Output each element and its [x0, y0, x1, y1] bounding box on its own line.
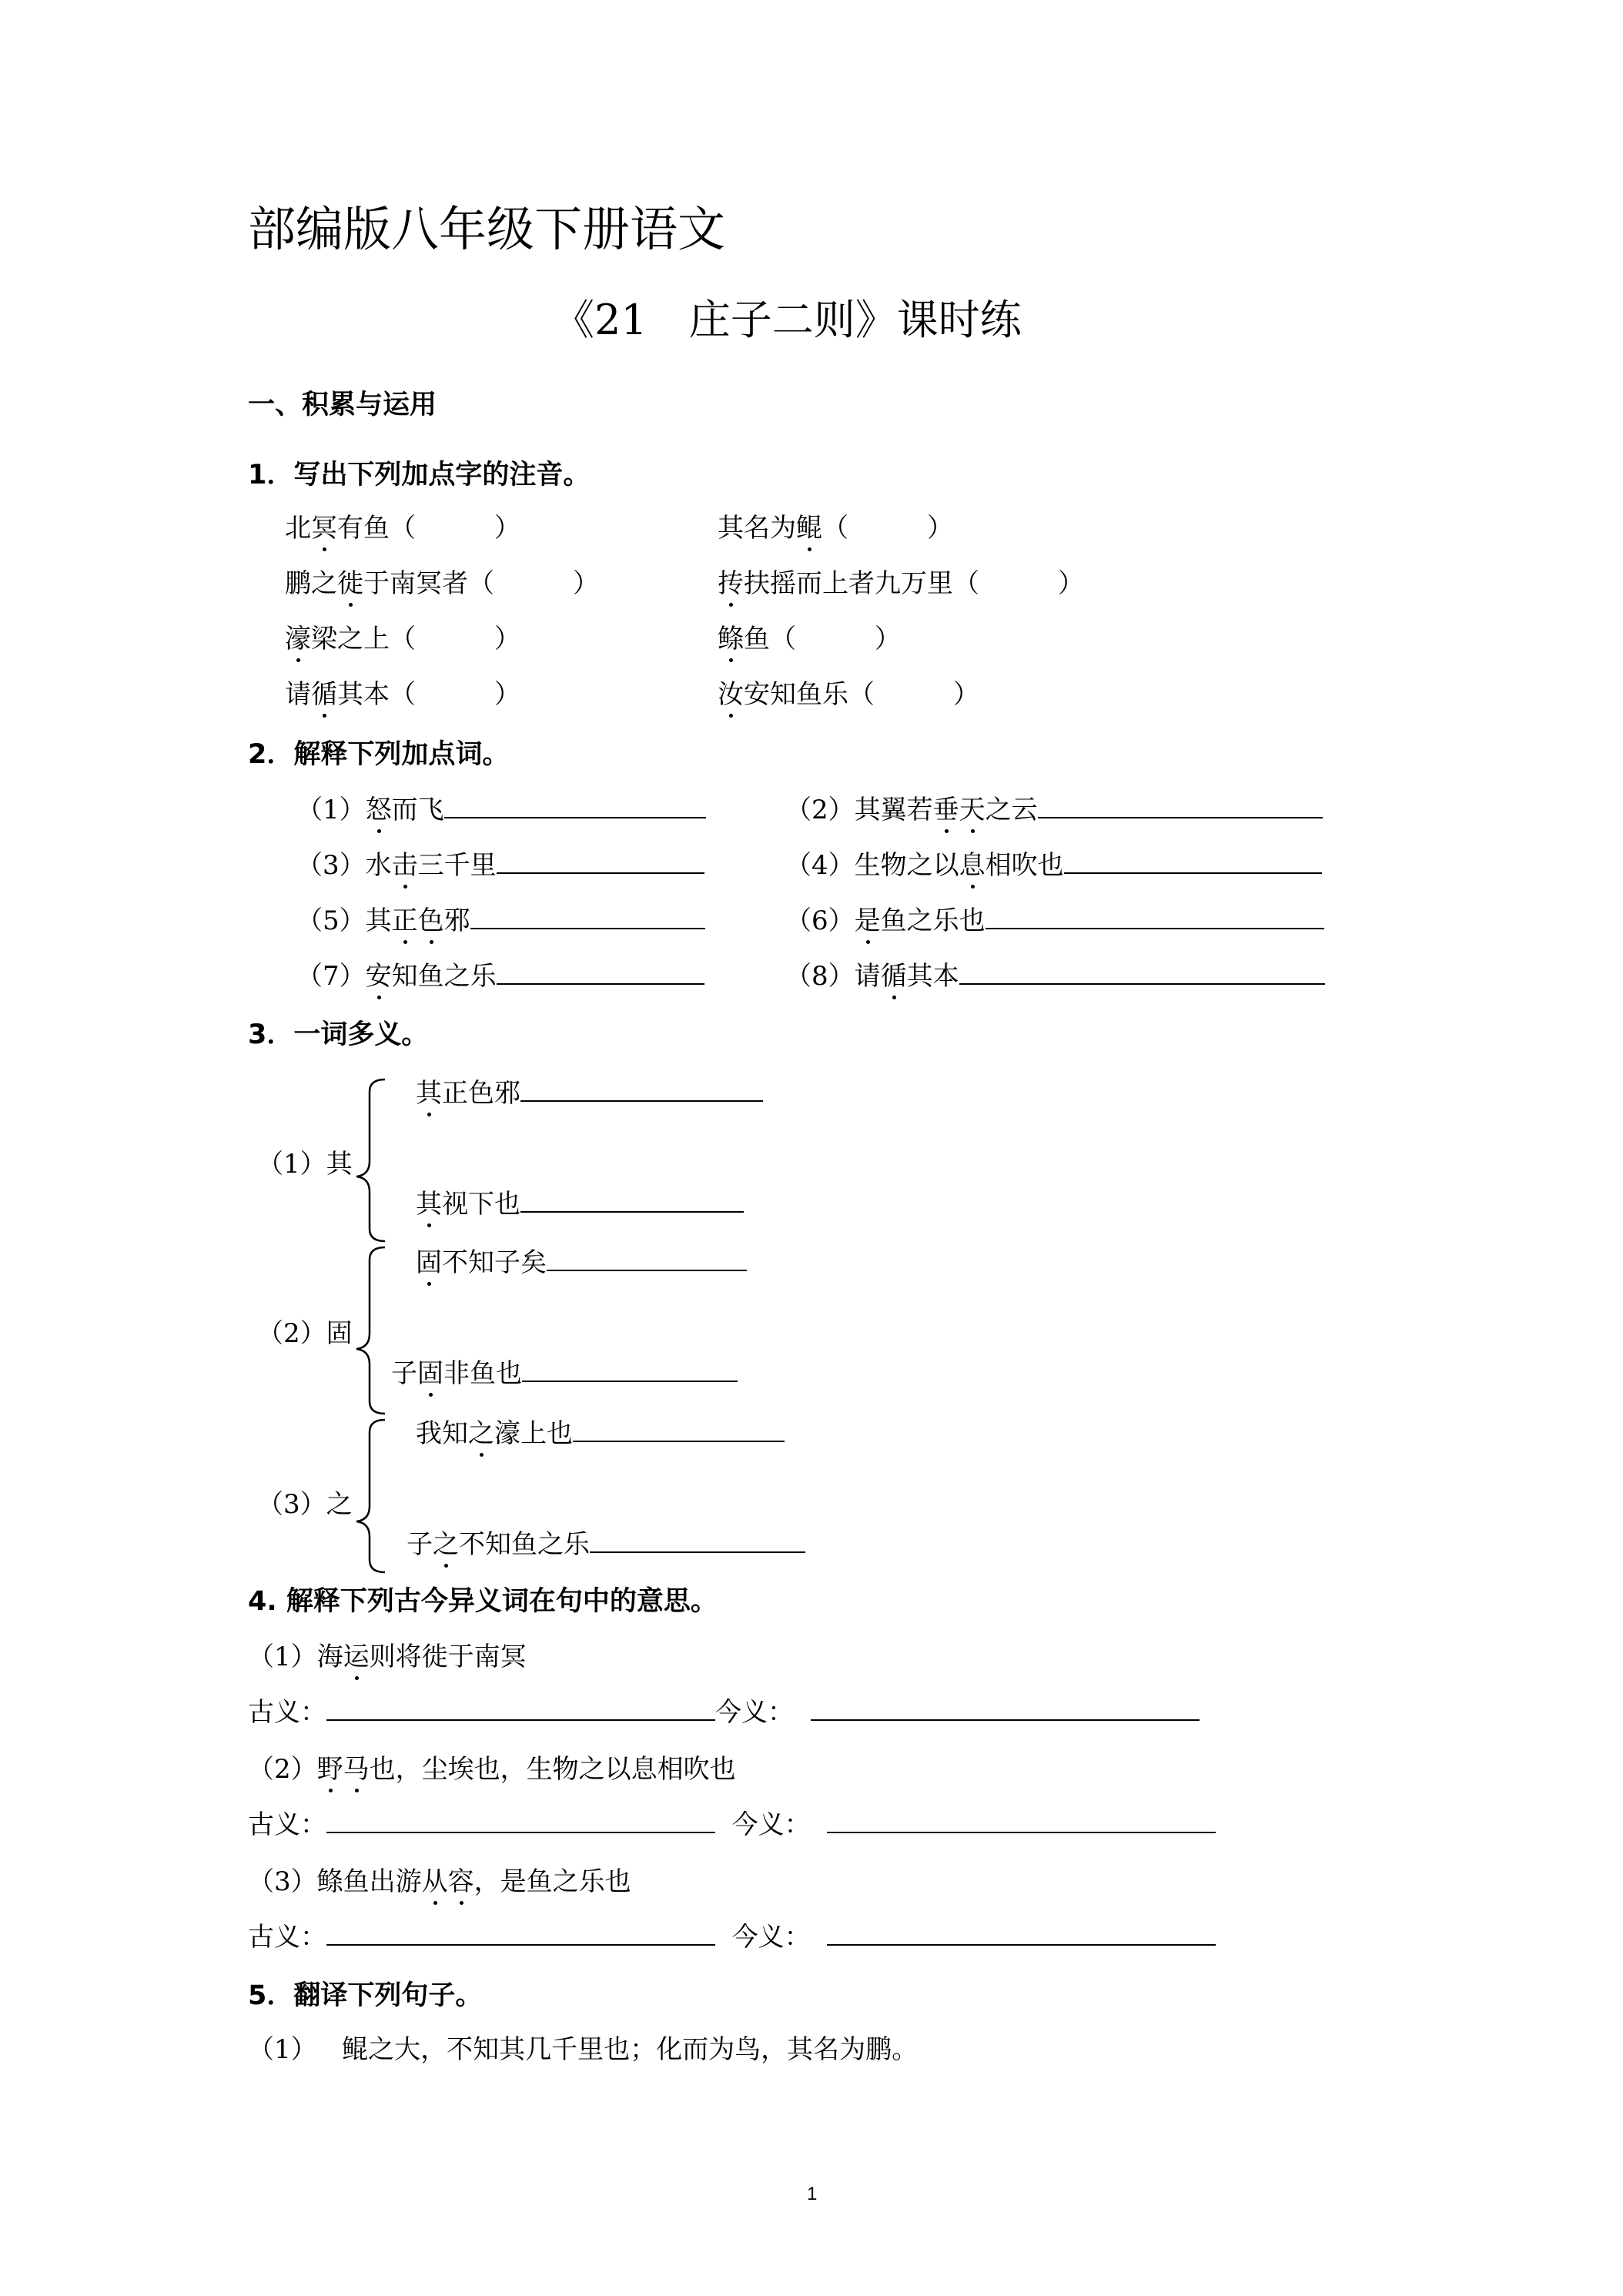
emphasis-word [317, 1754, 370, 1785]
answer-blank[interactable] [547, 1247, 747, 1271]
emphasis-word [433, 1529, 459, 1560]
polysemy-label: （1）其 [257, 1149, 353, 1180]
pinyin-item [718, 678, 979, 711]
emphasis-word [392, 905, 444, 936]
text-pre: 鹏之 [285, 568, 337, 599]
emphasis-word [718, 568, 744, 599]
question-2-stem: 2．解释下列加点词。 [248, 739, 510, 770]
ancient-meaning-label: 古义： [248, 1922, 326, 1953]
text-post: 安知鱼乐（ ） [744, 679, 979, 710]
meaning-row [248, 1695, 1200, 1729]
translate-sentence [248, 2033, 918, 2067]
text-post: 也，尘埃也，生物之以息相吹也 [369, 1754, 736, 1785]
modern-meaning-label: 今义： [731, 1922, 811, 1953]
text-post: 相吹也 [985, 850, 1064, 881]
polysemy-label: （2）固 [257, 1318, 353, 1349]
text-pre: 其翼若 [854, 795, 933, 825]
text-pre: 海 [316, 1642, 343, 1672]
pinyin-item [718, 511, 953, 545]
question-5-stem: 5．翻译下列句子。 [248, 1980, 483, 2011]
modern-meaning-label: 今义： [731, 1809, 811, 1840]
ancient-meaning-blank[interactable] [326, 1921, 715, 1946]
text-post: 有鱼（ ） [337, 513, 520, 544]
emphasis-char: 其 [416, 1189, 442, 1220]
emphasis-char: 濠 [285, 624, 311, 654]
item-number: （6） [785, 905, 855, 936]
emphasis-word [718, 679, 744, 710]
ancient-meaning-blank[interactable] [326, 1809, 715, 1833]
pinyin-item [718, 622, 901, 656]
emphasis-word [343, 1642, 370, 1672]
text-pre: 水 [365, 850, 392, 881]
emphasis-char: 鲦 [718, 624, 744, 654]
polysemy-line [391, 1357, 738, 1391]
modern-meaning-blank[interactable] [827, 1809, 1216, 1833]
emphasis-word [366, 961, 392, 992]
ancient-meaning-label: 古义： [248, 1697, 326, 1728]
text-pre: 生物之以 [854, 850, 959, 881]
polysemy-line [416, 1246, 747, 1280]
brace-icon [350, 1076, 404, 1577]
text-post: 其本 [906, 961, 959, 992]
emphasis-word [392, 850, 418, 881]
text-pre: 鲦鱼出游 [316, 1866, 422, 1897]
item-number: （1） [248, 2034, 317, 2065]
text-post: 而飞 [391, 795, 444, 825]
explain-item [296, 959, 704, 993]
emphasis-char: 固 [416, 1247, 442, 1278]
answer-blank[interactable] [470, 905, 705, 929]
emphasis-char: 徙 [337, 568, 363, 599]
polysemy-line [416, 1417, 785, 1451]
item-number: （8） [785, 961, 855, 992]
pinyin-item [285, 567, 599, 601]
answer-blank[interactable] [520, 1188, 744, 1213]
modern-meaning-label: 今义： [715, 1697, 794, 1728]
explain-item [785, 793, 1323, 827]
page-number: 1 [807, 2184, 818, 2204]
polysemy-line [407, 1528, 805, 1561]
emphasis-char: 抟 [718, 568, 744, 599]
answer-blank[interactable] [497, 849, 704, 874]
emphasis-char: 从 [421, 1866, 448, 1897]
emphasis-char: 循 [880, 961, 907, 992]
text-post: 濠上也 [494, 1418, 573, 1449]
text-post: 邪 [443, 905, 470, 936]
emphasis-char: 之 [433, 1529, 459, 1560]
emphasis-word [881, 961, 907, 992]
answer-blank[interactable] [590, 1528, 805, 1553]
pinyin-item [285, 511, 520, 545]
text-pre: 请 [285, 679, 311, 710]
emphasis-char: 击 [391, 850, 418, 881]
emphasis-char: 是 [854, 905, 881, 936]
emphasis-word [416, 1078, 442, 1109]
text-post: 之云 [985, 795, 1038, 825]
archaic-sentence [248, 1752, 736, 1786]
answer-blank[interactable] [497, 960, 704, 985]
emphasis-word [933, 795, 986, 825]
item-number: （3） [296, 850, 366, 881]
emphasis-char: 垂 [932, 795, 959, 825]
emphasis-word [416, 1247, 442, 1278]
text-post: 于南冥者（ ） [363, 568, 599, 599]
emphasis-char: 容 [447, 1866, 474, 1897]
emphasis-word [468, 1418, 494, 1449]
emphasis-char: 运 [343, 1642, 370, 1672]
emphasis-word [796, 513, 822, 544]
emphasis-char: 循 [311, 679, 337, 710]
answer-blank[interactable] [1064, 849, 1322, 874]
emphasis-char: 马 [343, 1754, 370, 1785]
emphasis-word [416, 1189, 442, 1220]
emphasis-char: 息 [959, 850, 986, 881]
text-pre: 我知 [416, 1418, 468, 1449]
emphasis-word [855, 905, 881, 936]
text-post: 不知鱼之乐 [459, 1529, 590, 1560]
emphasis-word [311, 679, 337, 710]
question-4-stem: 4. 解释下列古今异义词在句中的意思。 [248, 1586, 718, 1617]
emphasis-char: 之 [468, 1418, 494, 1449]
polysemy-label: （3）之 [257, 1489, 353, 1520]
answer-blank[interactable] [573, 1417, 785, 1442]
item-number: （1） [248, 1642, 317, 1672]
explain-item [296, 904, 705, 938]
answer-blank[interactable] [986, 905, 1324, 929]
emphasis-char: 其 [416, 1078, 442, 1109]
item-number: （7） [296, 961, 366, 992]
polysemy-line [416, 1187, 744, 1221]
emphasis-char: 正 [391, 905, 418, 936]
section-heading: 一、积累与运用 [248, 390, 437, 420]
item-number: （5） [296, 905, 366, 936]
text-post: （ ） [822, 513, 953, 544]
item-number: （3） [248, 1866, 317, 1897]
modern-meaning-blank[interactable] [827, 1921, 1216, 1946]
item-number: （1） [296, 795, 366, 825]
emphasis-char: 色 [417, 905, 444, 936]
text-post: 正色邪 [442, 1078, 520, 1109]
emphasis-char: 固 [417, 1358, 443, 1389]
answer-blank[interactable] [959, 960, 1325, 985]
text-pre: 其名为 [718, 513, 796, 544]
text-post: 知鱼之乐 [391, 961, 497, 992]
text-post: 三千里 [417, 850, 497, 881]
text-pre: 子 [407, 1529, 433, 1560]
text-pre: 请 [854, 961, 881, 992]
emphasis-char: 冥 [311, 513, 337, 544]
question-1-stem: 1．写出下列加点字的注音。 [248, 460, 591, 490]
item-number: （2） [248, 1754, 317, 1785]
item-number: （4） [785, 850, 855, 881]
emphasis-char: 天 [959, 795, 986, 825]
ancient-meaning-label: 古义： [248, 1809, 326, 1840]
question-3-stem: 3．一词多义。 [248, 1019, 429, 1050]
archaic-sentence [248, 1640, 527, 1674]
pinyin-item [285, 622, 520, 656]
polysemy-line [416, 1076, 763, 1110]
text-post: ，是鱼之乐也 [474, 1866, 631, 1897]
text-pre: 北 [285, 513, 311, 544]
answer-blank[interactable] [520, 1077, 763, 1102]
emphasis-word [959, 850, 986, 881]
meaning-row [248, 1808, 1216, 1842]
emphasis-word [422, 1866, 474, 1897]
text-post: 鱼（ ） [744, 624, 901, 654]
text-post: 梁之上（ ） [311, 624, 520, 654]
emphasis-char: 汝 [718, 679, 744, 710]
text-pre: 子 [391, 1358, 417, 1389]
explain-item [785, 959, 1325, 993]
modern-meaning-blank[interactable] [811, 1696, 1200, 1721]
emphasis-char: 怒 [365, 795, 392, 825]
text-post: 其本（ ） [337, 679, 520, 710]
answer-blank[interactable] [444, 794, 706, 818]
text-pre: 其 [365, 905, 392, 936]
item-number: （2） [785, 795, 855, 825]
emphasis-word [718, 624, 744, 654]
emphasis-word [285, 624, 311, 654]
archaic-sentence [248, 1865, 631, 1899]
emphasis-word [417, 1358, 443, 1389]
text-post: 不知子矣 [442, 1247, 547, 1278]
emphasis-word [311, 513, 337, 544]
emphasis-word [366, 795, 392, 825]
text-post: 鱼之乐也 [880, 905, 986, 936]
sentence-text: 鲲之大，不知其几千里也；化而为鸟，其名为鹏。 [342, 2034, 919, 2065]
explain-item [296, 848, 704, 882]
emphasis-char: 鲲 [796, 513, 822, 544]
pinyin-item [718, 567, 1084, 601]
page-subtitle: 《21 庄子二则》课时练 [553, 296, 1022, 344]
emphasis-char: 安 [365, 961, 392, 992]
text-post: 非鱼也 [443, 1358, 522, 1389]
ancient-meaning-blank[interactable] [326, 1696, 715, 1721]
page-title: 部编版八年级下册语文 [248, 201, 726, 257]
emphasis-word [337, 568, 363, 599]
explain-item [785, 848, 1322, 882]
text-post: 扶摇而上者九万里（ ） [744, 568, 1084, 599]
explain-item [785, 904, 1324, 938]
text-post: 视下也 [442, 1189, 520, 1220]
answer-blank[interactable] [1038, 794, 1323, 818]
answer-blank[interactable] [522, 1357, 738, 1382]
meaning-row [248, 1920, 1216, 1954]
pinyin-item [285, 678, 520, 711]
text-post: 则将徙于南冥 [369, 1642, 527, 1672]
emphasis-char: 野 [316, 1754, 343, 1785]
explain-item [296, 793, 706, 827]
